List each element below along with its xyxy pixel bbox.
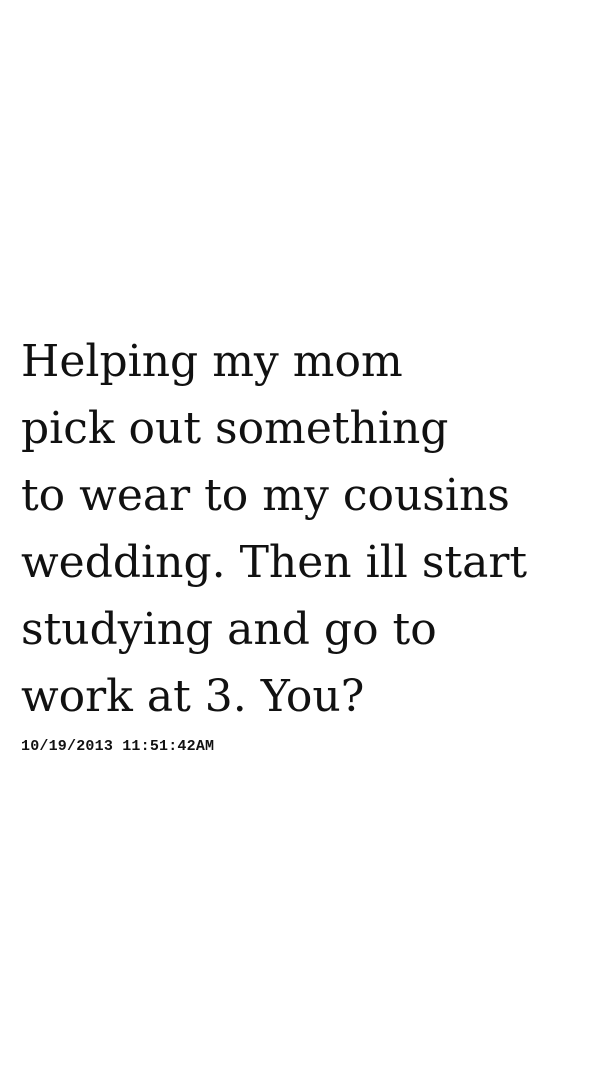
message-line: work at 3. You? — [21, 671, 365, 722]
message-line: wedding. Then ill start — [21, 537, 528, 588]
message-line: to wear to my cousins — [21, 470, 510, 521]
message-text — [21, 328, 596, 730]
message-card — [21, 328, 596, 756]
message-line: Helping my mom — [21, 336, 403, 387]
message-line: studying and go to — [21, 604, 437, 655]
message-timestamp: 10/19/2013 11:51:42AM — [21, 738, 215, 755]
message-line: pick out something — [21, 403, 449, 454]
